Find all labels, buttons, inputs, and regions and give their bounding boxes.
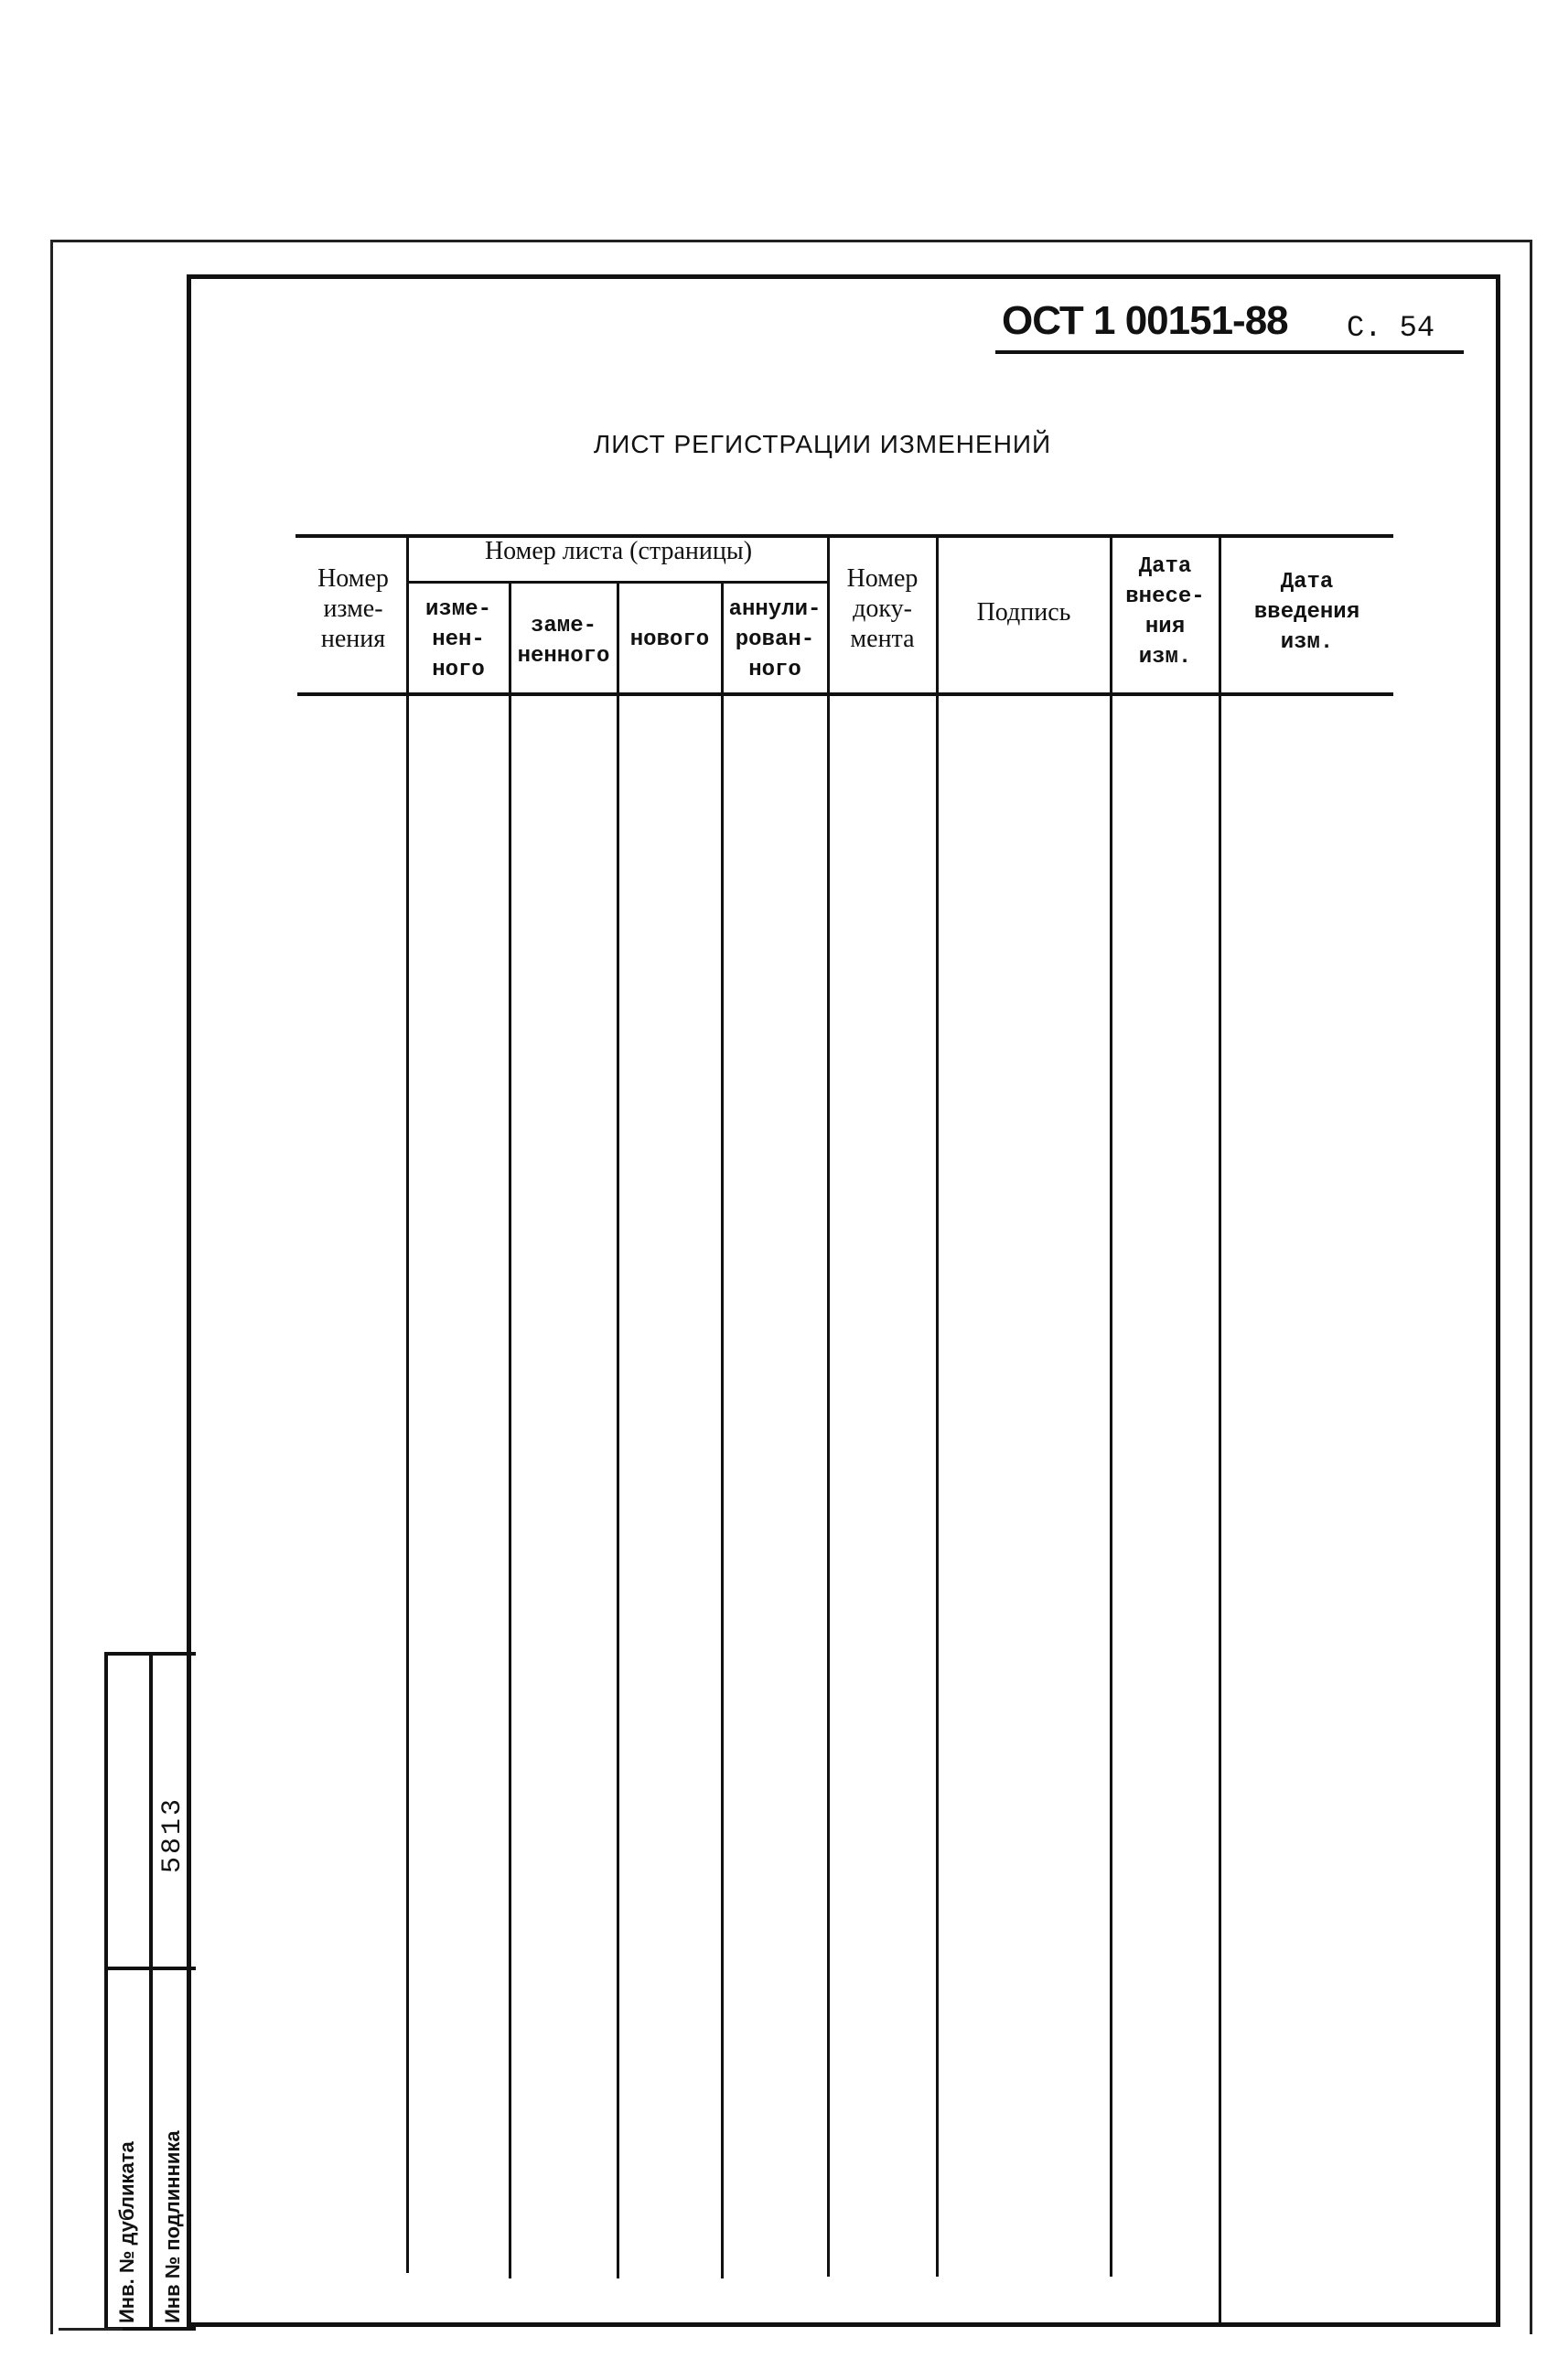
column-divider [1110,534,1112,2277]
document-code: ОСТ 1 00151-88 [1002,298,1288,343]
original-inventory-number: 5813 [157,1796,188,1873]
column-divider [936,534,939,2277]
page-number: С. 54 [1347,311,1435,345]
column-divider [721,582,724,2278]
header-new: нового [629,627,710,652]
header-underline [995,350,1464,354]
edge-mark [59,2328,123,2331]
column-divider [827,534,830,2277]
header-effective-date: Дата введения изм. [1253,570,1360,655]
header-replaced: заме- ненного [517,614,610,669]
column-divider [617,582,619,2278]
stamp-divider [104,1967,196,1970]
column-divider [1219,534,1221,2322]
edge-mark [1530,2250,1532,2328]
header-signature: Подпись [976,598,1071,627]
header-annulled: аннули- рован- ного [728,597,822,682]
table-header-bottom-rule [297,692,1393,696]
column-divider [509,582,511,2278]
header-document-number: Номер доку- мента [846,564,919,653]
header-changed: изме- нен- ного [424,597,491,682]
sheet-title: ЛИСТ РЕГИСТРАЦИИ ИЗМЕНЕНИЙ [593,430,1052,458]
edge-mark [1530,1253,1532,1331]
header-entry-date: Дата внесе- ния изм. [1125,554,1205,670]
original-inventory-label: Инв № подлинника [161,2130,184,2323]
stamp-divider [149,1652,153,2331]
header-sheet-number-group: Номер листа (страницы) [484,537,753,565]
header-change-number: Номер изме- нения [317,564,389,653]
duplicate-inventory-label: Инв. № дубликата [115,2141,138,2323]
column-divider [406,534,409,2273]
